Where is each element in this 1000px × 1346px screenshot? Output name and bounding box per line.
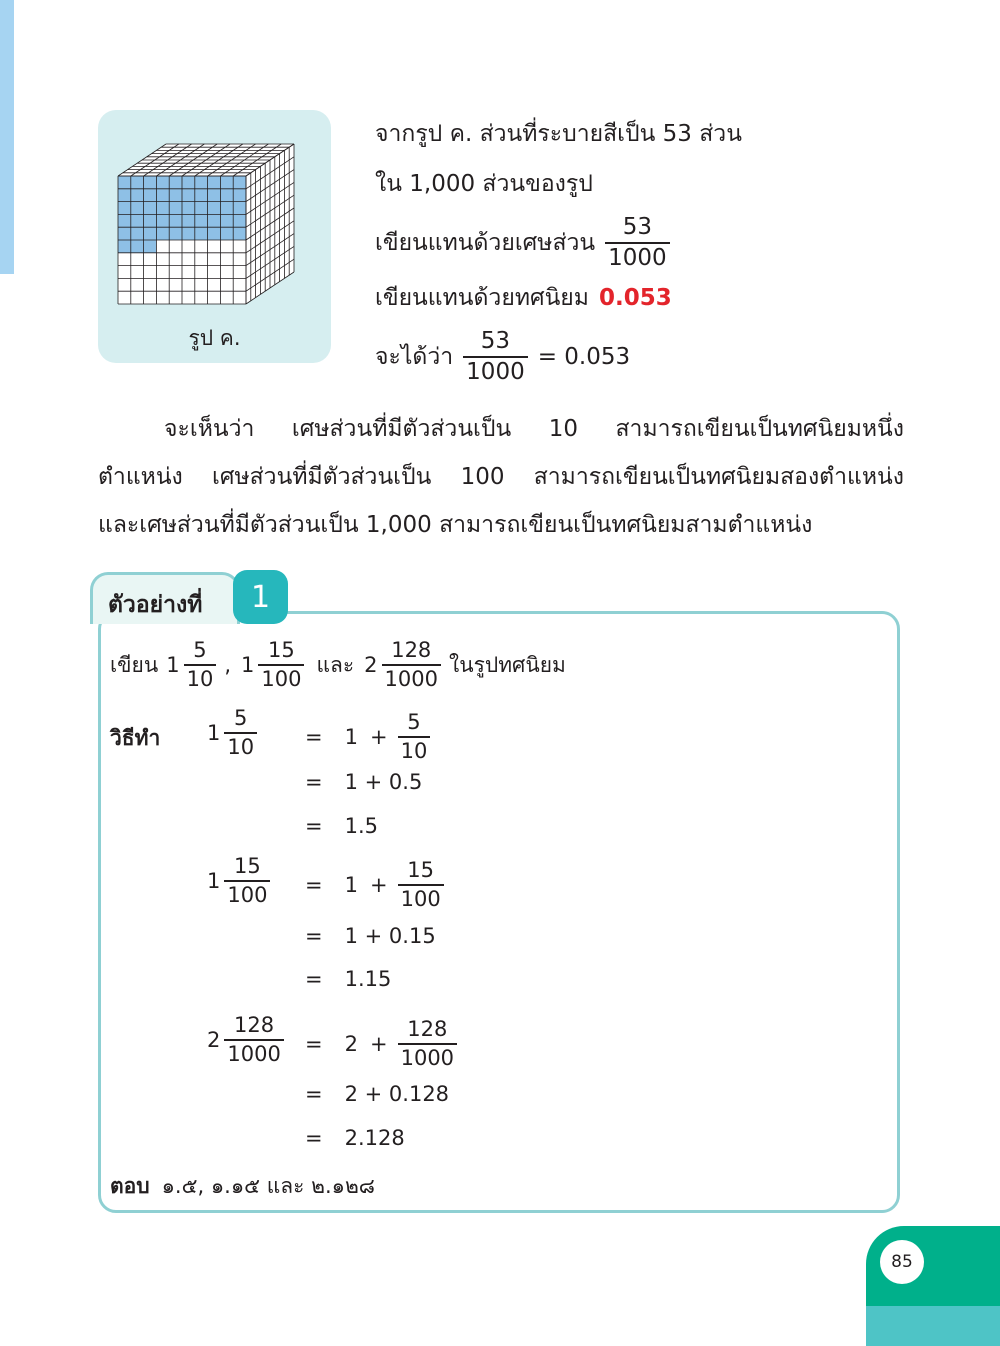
shaded-cube: [220, 227, 233, 240]
fraction-denominator: 1000: [382, 664, 441, 690]
shaded-cube: [208, 189, 221, 202]
shaded-cube: [208, 227, 221, 240]
fraction-numerator: 128: [234, 1013, 275, 1037]
shaded-cube: [131, 202, 144, 215]
shaded-cube: [144, 189, 157, 202]
shaded-cube: [182, 214, 195, 227]
shaded-cube: [131, 214, 144, 227]
shaded-cube: [169, 189, 182, 202]
shaded-cube: [118, 214, 131, 227]
paragraph-word: สามารถเขียนเป็นทศนิยมสองตำแหน่ง: [533, 464, 904, 490]
shaded-cube: [169, 227, 182, 240]
fraction-denominator: 10: [184, 664, 217, 690]
intro-line-4-text: เขียนแทนด้วยทศนิยม: [375, 285, 589, 311]
fraction-numerator: 53: [480, 328, 511, 354]
shaded-cube: [156, 202, 169, 215]
fraction-numerator: 128: [407, 1017, 448, 1041]
answer-label: ตอบ: [110, 1174, 150, 1198]
plus-sign: +: [369, 1032, 388, 1056]
shaded-cube: [118, 189, 131, 202]
fraction-denominator: 1000: [605, 242, 670, 270]
step-1-result: [305, 814, 378, 838]
decimal-sum: 1 + 0.5: [344, 770, 423, 794]
fraction-denominator: 100: [224, 880, 270, 906]
shaded-cube: [195, 176, 208, 189]
step-3-lhs: [207, 1015, 288, 1065]
equals-sign: =: [305, 1032, 323, 1056]
fraction-denominator: 1000: [224, 1039, 283, 1065]
question-fraction-3: [382, 640, 441, 690]
example-number-badge: 1: [233, 570, 288, 624]
shaded-cube: [144, 214, 157, 227]
fraction-numerator: 15: [407, 858, 434, 882]
shaded-cube: [195, 214, 208, 227]
mixed-whole: 1: [241, 653, 255, 677]
shaded-cube: [131, 240, 144, 253]
intro-line-4: [375, 280, 672, 316]
mixed-whole: 2: [207, 1028, 221, 1052]
intro-line-1: [375, 116, 742, 152]
fraction-denominator: 100: [258, 664, 304, 690]
equals-sign: =: [305, 967, 323, 991]
step-1-decimal: [305, 770, 422, 794]
fraction-denominator: 100: [398, 884, 444, 910]
answer-text: ๑.๕, ๑.๑๕ และ ๒.๑๒๘: [161, 1174, 375, 1198]
intro-line-5-rest: = 0.053: [537, 344, 631, 370]
side-color-bar: [0, 0, 14, 274]
figure-caption: รูป ค.: [188, 326, 241, 350]
intro-line-3-text: เขียนแทนด้วยเศษส่วน: [375, 230, 596, 256]
equals-sign: =: [305, 725, 323, 749]
shaded-cube: [169, 214, 182, 227]
fraction-numerator: 53: [622, 214, 653, 240]
shaded-cube: [208, 176, 221, 189]
paragraph-row-2: [98, 453, 904, 501]
shaded-cube: [182, 176, 195, 189]
step-3-decimal: [305, 1082, 449, 1106]
answer-line: [110, 1170, 375, 1203]
equals-sign: =: [305, 924, 323, 948]
plus-sign: +: [369, 873, 388, 897]
shaded-cube: [220, 202, 233, 215]
question-suffix: ในรูปทศนิยม: [448, 652, 566, 677]
step-fraction: [224, 708, 257, 758]
result-value: 2.128: [344, 1126, 405, 1150]
split-whole: 1: [344, 873, 358, 897]
split-fraction: [398, 1019, 457, 1069]
step-1-split: [305, 708, 434, 766]
shaded-cube: [169, 202, 182, 215]
shaded-cube: [156, 214, 169, 227]
shaded-cube: [144, 227, 157, 240]
shaded-cube: [156, 189, 169, 202]
shaded-cube: [131, 189, 144, 202]
shaded-cube: [220, 176, 233, 189]
equals-sign: =: [305, 873, 323, 897]
shaded-cube: [182, 189, 195, 202]
paragraph-row-3: [98, 501, 904, 549]
shaded-cube: [233, 214, 246, 227]
shaded-cube: [220, 189, 233, 202]
shaded-cube: [118, 227, 131, 240]
intro-line-2-text: ใน 1,000 ส่วนของรูป: [375, 171, 593, 197]
question-prefix: เขียน: [110, 652, 159, 677]
step-3-split: [305, 1015, 461, 1073]
and-word: และ: [316, 652, 355, 677]
question-fraction-2: [258, 640, 304, 690]
mixed-whole: 1: [207, 869, 221, 893]
split-whole: 1: [344, 725, 358, 749]
split-whole: 2: [344, 1032, 358, 1056]
fraction-numerator: 15: [268, 638, 295, 662]
paragraph-word: เศษส่วนที่มีตัวส่วนเป็น: [212, 464, 432, 490]
paragraph-word: 100: [460, 464, 505, 490]
intro-line-2: [375, 166, 593, 202]
equals-sign: =: [305, 1082, 323, 1106]
decimal-sum: 1 + 0.15: [344, 924, 436, 948]
equals-sign: =: [305, 1126, 323, 1150]
decimal-highlight: 0.053: [598, 285, 672, 311]
intro-line-1-text: จากรูป ค. ส่วนที่ระบายสีเป็น 53 ส่วน: [375, 121, 742, 147]
step-2-split: [305, 856, 448, 914]
paragraph-row-1: [98, 405, 904, 453]
shaded-cube: [233, 202, 246, 215]
fraction-numerator: 5: [193, 638, 207, 662]
intro-line-5-text: จะได้ว่า: [375, 344, 454, 370]
equals-sign: =: [305, 814, 323, 838]
shaded-cube: [156, 176, 169, 189]
step-1-lhs: [207, 708, 261, 758]
explanation-paragraph: [98, 405, 904, 549]
figure-panel: [98, 110, 331, 363]
mixed-whole: 2: [364, 653, 378, 677]
plus-sign: +: [369, 725, 388, 749]
page-number: 85: [880, 1240, 924, 1284]
equals-sign: =: [305, 770, 323, 794]
step-fraction: [224, 1015, 283, 1065]
fraction-denominator: 1000: [398, 1043, 457, 1069]
fraction-numerator: 15: [234, 854, 261, 878]
result-value: 1.15: [344, 967, 392, 991]
mixed-whole: 1: [207, 721, 221, 745]
cube-figure: [98, 110, 331, 320]
fraction-numerator: 5: [407, 710, 421, 734]
fraction-numerator: 128: [391, 638, 432, 662]
shaded-cube: [208, 214, 221, 227]
shaded-cube: [195, 189, 208, 202]
shaded-cube: [118, 202, 131, 215]
mixed-whole: 1: [166, 653, 180, 677]
intro-line-5: [375, 330, 630, 384]
paragraph-row-3-text: และเศษส่วนที่มีตัวส่วนเป็น 1,000 สามารถเขียนเป็นทศนิยมสามตำแหน่ง: [98, 512, 813, 538]
example-box: [98, 611, 900, 1213]
shaded-cube: [144, 202, 157, 215]
fraction-numerator: 5: [234, 706, 248, 730]
shaded-cube: [220, 214, 233, 227]
shaded-cube: [118, 240, 131, 253]
paragraph-word: ตำแหน่ง: [98, 464, 183, 490]
step-2-lhs: [207, 856, 274, 906]
shaded-cube: [131, 176, 144, 189]
shaded-cube: [195, 202, 208, 215]
fraction-denominator: 10: [224, 732, 257, 758]
method-label: วิธีทำ: [110, 726, 161, 750]
shaded-cube: [144, 240, 157, 253]
fraction-53-1000-b: [463, 330, 528, 384]
example-label: ตัวอย่างที่: [108, 592, 203, 618]
fraction-denominator: 10: [398, 736, 431, 762]
paragraph-word: เศษส่วนที่มีตัวส่วนเป็น: [291, 416, 512, 442]
shaded-cube: [169, 176, 182, 189]
split-fraction: [398, 712, 431, 762]
page-corner-teal: [866, 1306, 1000, 1346]
fraction-53-1000: [605, 216, 670, 270]
shaded-cube: [182, 227, 195, 240]
fraction-denominator: 1000: [463, 356, 528, 384]
shaded-cube: [156, 227, 169, 240]
paragraph-word: จะเห็นว่า: [164, 416, 255, 442]
question-fraction-1: [184, 640, 217, 690]
shaded-cube: [182, 202, 195, 215]
shaded-cube: [233, 176, 246, 189]
comma: ,: [224, 653, 231, 677]
step-2-decimal: [305, 924, 436, 948]
example-question: [110, 640, 566, 690]
paragraph-word: สามารถเขียนเป็นทศนิยมหนึ่ง: [615, 416, 904, 442]
shaded-cube: [233, 227, 246, 240]
paragraph-word: 10: [548, 416, 578, 442]
step-3-result: [305, 1126, 405, 1150]
decimal-sum: 2 + 0.128: [344, 1082, 450, 1106]
shaded-cube: [233, 189, 246, 202]
step-2-result: [305, 967, 391, 991]
shaded-cube: [131, 227, 144, 240]
shaded-cube: [208, 202, 221, 215]
intro-line-3: [375, 216, 674, 270]
shaded-cube: [144, 176, 157, 189]
shaded-cube: [118, 176, 131, 189]
shaded-cube: [195, 227, 208, 240]
step-fraction: [224, 856, 270, 906]
result-value: 1.5: [344, 814, 379, 838]
split-fraction: [398, 860, 444, 910]
